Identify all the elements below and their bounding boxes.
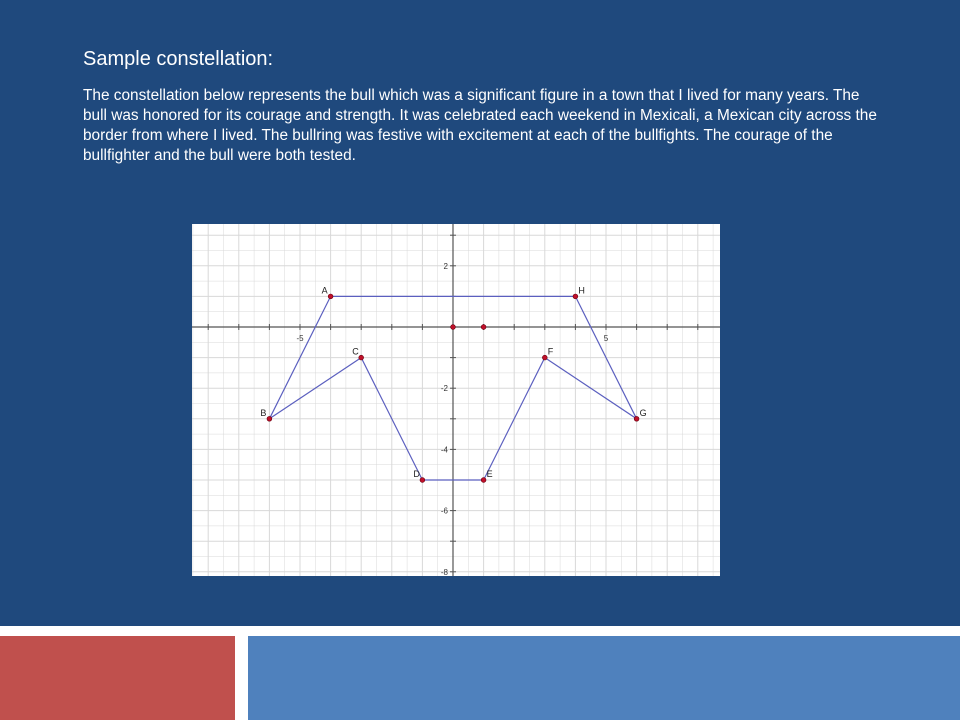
point-F (542, 355, 547, 360)
point-label-A: A (321, 285, 328, 296)
point-A (328, 294, 333, 299)
point-G (634, 416, 639, 421)
x-tick-label: 5 (603, 334, 609, 343)
footer-accent-red (0, 636, 235, 720)
constellation-graph (192, 224, 720, 576)
point-unlabeled (481, 325, 486, 330)
point-B (267, 416, 272, 421)
point-label-G: G (639, 407, 647, 418)
point-label-E: E (486, 469, 493, 479)
point-H (573, 294, 578, 299)
y-tick-label: 2 (443, 261, 448, 271)
footer-accent-blue (248, 636, 960, 720)
point-label-F: F (547, 346, 554, 357)
point-unlabeled (451, 325, 456, 330)
y-tick-label: -8 (440, 567, 448, 576)
point-label-B: B (260, 407, 267, 418)
point-D (420, 478, 425, 483)
y-tick-label: -6 (440, 506, 448, 516)
y-tick-label: -2 (440, 384, 448, 394)
constellation-graph-svg (192, 224, 720, 576)
y-tick-label: -4 (440, 445, 448, 455)
point-label-H: H (578, 285, 585, 296)
point-label-C: C (352, 346, 359, 357)
x-tick-label: -5 (296, 334, 304, 343)
point-C (359, 355, 364, 360)
slide-title: Sample constellation: (83, 48, 274, 70)
slide-body-text: The constellation below represents the bull which was a significant figure in a town that I lived for many years. The bull was honored for its courage and strength. It was celebrated each weekend in Mexicali, a Mexican city across the border from where I lived. The bullring was festive with excitement at each of the bullfights. The courage of the bullfighter and the bull were both tested. (83, 87, 877, 164)
point-label-D: D (413, 469, 420, 479)
point-E (481, 478, 486, 483)
